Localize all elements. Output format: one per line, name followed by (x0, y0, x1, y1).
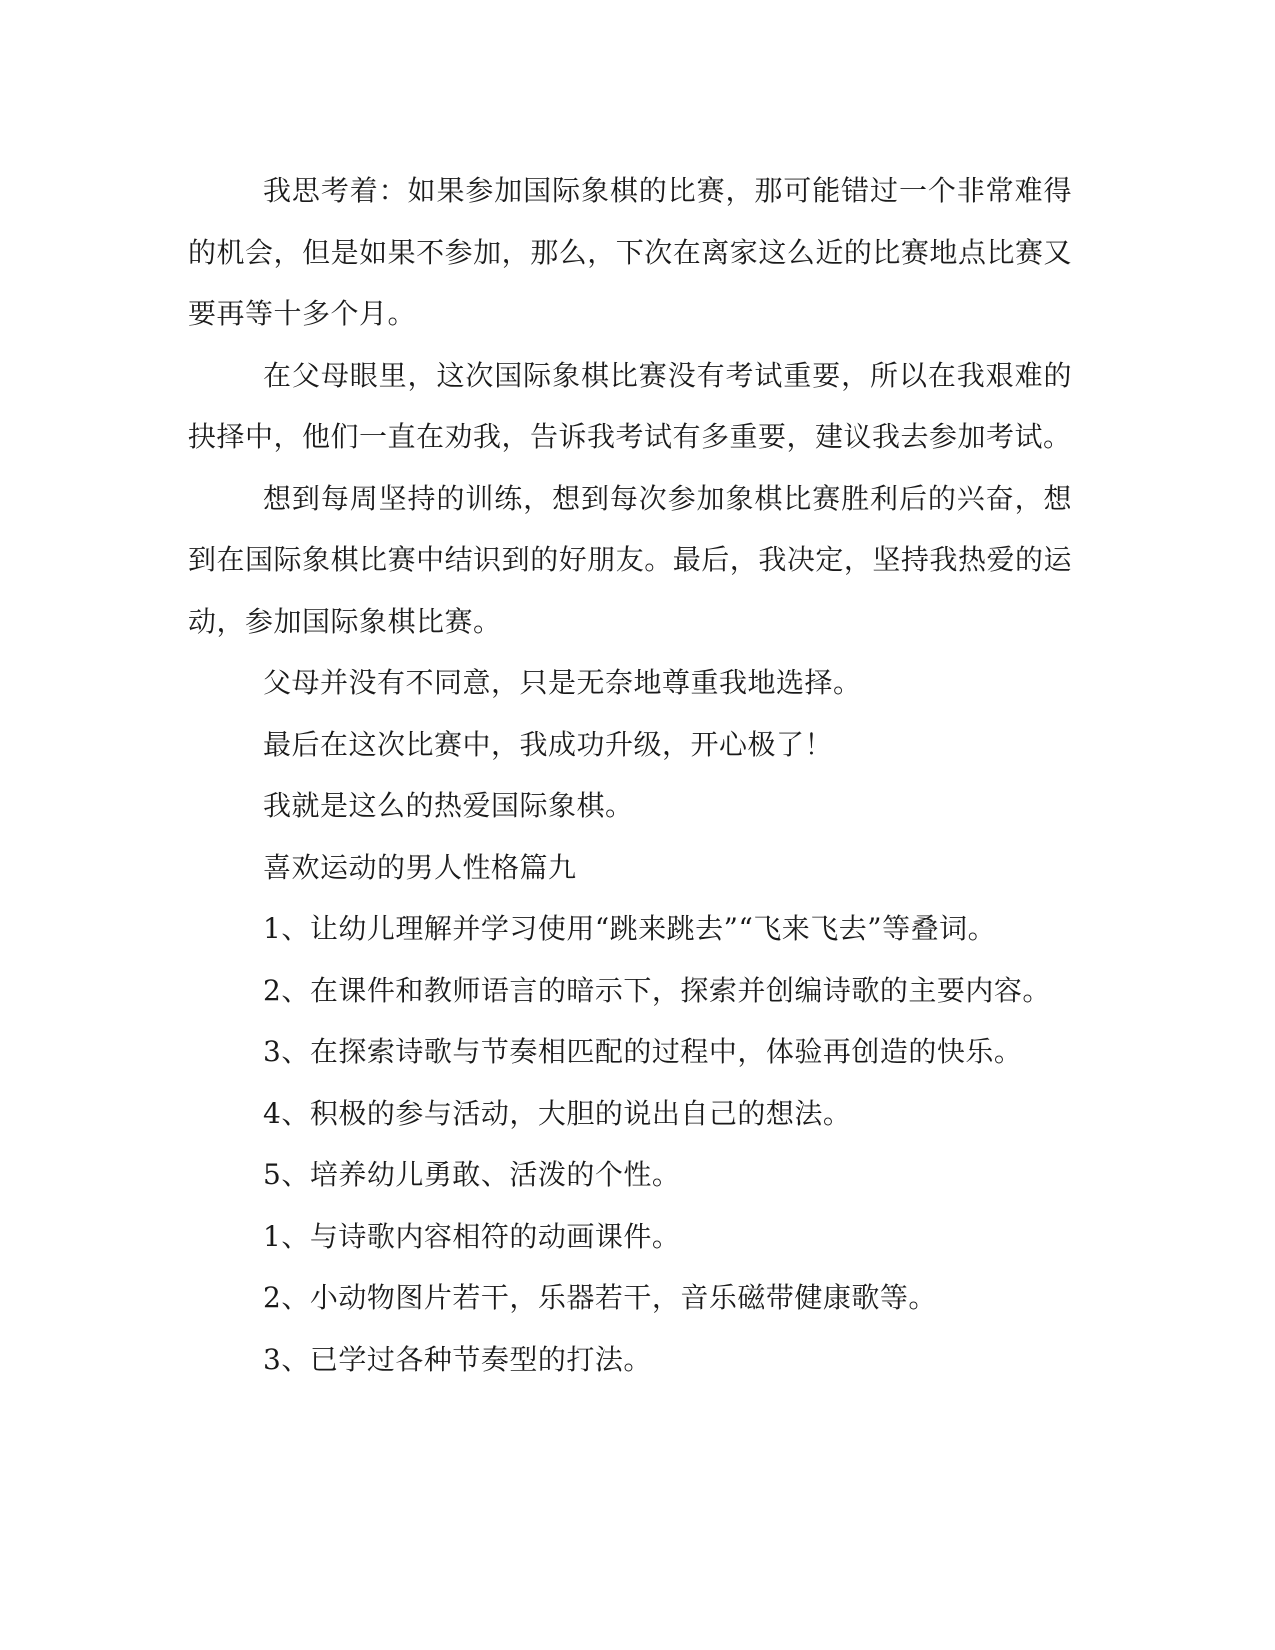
goal-item-4: 4、积极的参与活动，大胆的说出自己的想法。 (263, 1096, 852, 1130)
preparation-item-3: 3、已学过各种节奏型的打法。 (263, 1342, 652, 1376)
paragraph-parents-opinion: 在父母眼里，这次国际象棋比赛没有考试重要，所以在我艰难的抉择中，他们一直在劝我，告诉我考试有多重要，建议我去参加考试。 (188, 358, 1072, 453)
section-heading: 喜欢运动的男人性格篇九 (263, 850, 577, 884)
goal-item-2: 2、在课件和教师语言的暗示下，探索并创编诗歌的主要内容。 (263, 973, 1051, 1007)
goal-item-3: 3、在探索诗歌与节奏相匹配的过程中，体验再创造的快乐。 (263, 1035, 1023, 1068)
preparation-item-1: 1、与诗歌内容相符的动画课件。 (263, 1219, 681, 1253)
paragraph-love-chess: 我就是这么的热爱国际象棋。 (263, 789, 634, 822)
paragraph-final-choice: 想到每周坚持的训练，想到每次参加象棋比赛胜利后的兴奋，想到在国际象棋比赛中结识到的好朋友。最后，我决定，坚持我热爱的运动，参加国际象棋比赛。 (188, 481, 1072, 638)
preparation-item-2: 2、小动物图片若干，乐器若干，音乐磁带健康歌等。 (263, 1281, 937, 1314)
document-body (188, 160, 1072, 1390)
goal-item-5: 5、培养幼儿勇敢、活泼的个性。 (263, 1158, 681, 1191)
goal-item-1: 1、让幼儿理解并学习使用“跳来跳去”“飞来飞去”等叠词。 (263, 912, 997, 945)
paragraph-parents-respect: 父母并没有不同意，只是无奈地尊重我地选择。 (263, 666, 862, 699)
paragraph-promotion: 最后在这次比赛中，我成功升级，开心极了！ (263, 727, 834, 761)
paragraph-chess-decision: 我思考着：如果参加国际象棋的比赛，那可能错过一个非常难得的机会，但是如果不参加，那么，下次在离家这么近的比赛地点比赛又要再等十多个月。 (188, 174, 1072, 330)
